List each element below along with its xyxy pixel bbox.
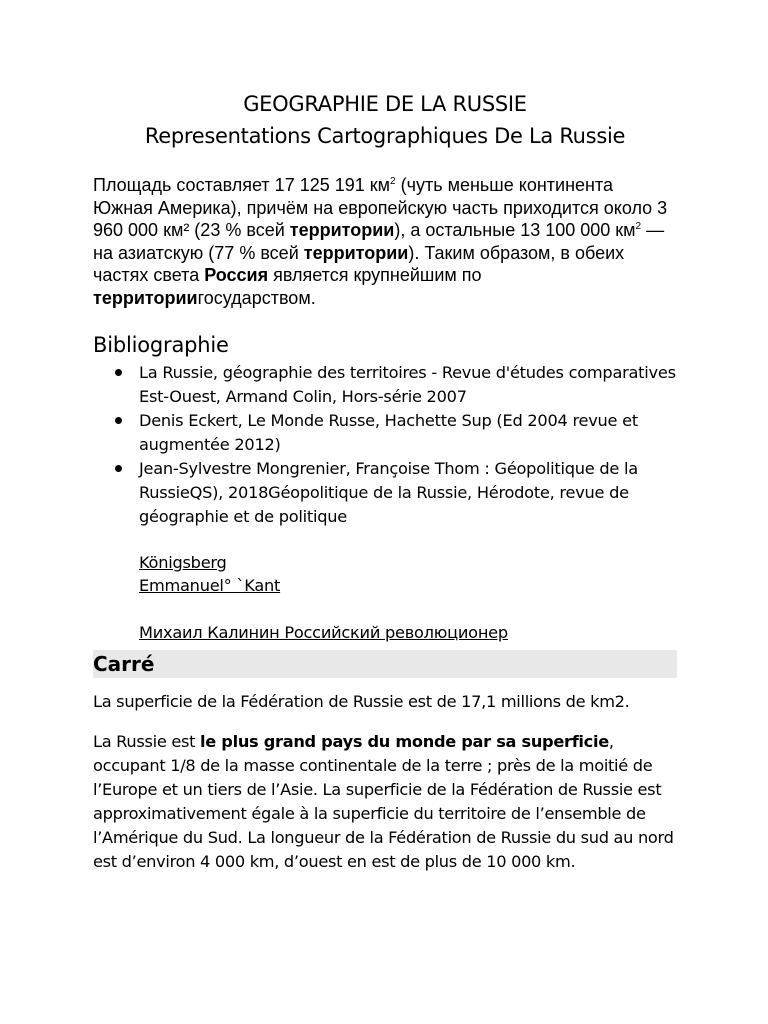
bibliography-item: [93, 409, 677, 457]
ru-text-5: ). Таким образом, в обеих частях света: [93, 242, 625, 285]
carre-p2-bold: le plus grand pays du monde par sa superficie: [200, 732, 609, 752]
ru-text-6: является крупнейшим по: [268, 265, 482, 285]
bullet-icon: [115, 369, 122, 376]
bullet-icon: [115, 465, 122, 472]
spacer: [139, 597, 677, 621]
bibliography-item-text: Jean-Sylvestre Mongrenier, Françoise Thom : Géopolitique de la RussieQS), 2018Géopolitique de la Russie, Hérodote, revue de géographie et de politique: [139, 459, 638, 526]
bibliography-heading: Bibliographie: [93, 333, 229, 357]
bibliography-item: [93, 361, 677, 409]
link-konigsberg[interactable]: Königsberg: [139, 553, 227, 572]
bibliography-list: [93, 361, 677, 529]
ru-sup-2: 2: [635, 221, 642, 232]
document-page: [93, 88, 677, 890]
russian-area-paragraph: [93, 174, 677, 309]
link-kalinin[interactable]: Михаил Калинин Российский революционер: [139, 623, 508, 642]
bibliography-item-text: La Russie, géographie des territoires - Revue d'études comparatives Est-Ouest, Armand Colin, Hors-série 2007: [139, 363, 676, 406]
bibliography-item-text: Denis Eckert, Le Monde Russe, Hachette Sup (Ed 2004 revue et augmentée 2012): [139, 411, 638, 454]
carre-paragraph-1: La superficie de la Fédération de Russie est de 17,1 millions de km2.: [93, 692, 630, 711]
carre-p2-text-c: , occupant 1/8 de la masse continentale de la terre ; près de la moitié de l’Europe et un tiers de l’Asie. La superficie de la Fédération de Russie est approximativement égale à la superficie du territoire de l’ensemble de l’Amérique du Sud. La longueur de la Fédération de Russie du sud au nord est d’environ 4 000 km, d’ouest en est de plus de 10 000 km.: [93, 732, 674, 872]
bullet-icon: [115, 417, 122, 424]
ru-text-4: — на азиатскую (77 % всей: [93, 220, 665, 263]
ru-bold-3: Россия: [204, 265, 269, 285]
ru-bold-4: территории: [93, 287, 198, 308]
ru-bold-1: территории: [289, 220, 395, 240]
ru-text-2: (чуть меньше континента Южная Америка), причём на европейскую часть приходится около 3 960 000 км² (23 % всей: [93, 175, 668, 240]
related-links: [93, 551, 677, 644]
title-line-1: GEOGRAPHIE DE LA RUSSIE: [243, 92, 527, 116]
ru-text-1: Площадь составляет 17 125 191 км: [93, 175, 391, 195]
carre-p2-text-a: La Russie est: [93, 732, 201, 752]
carre-heading: Carré: [93, 650, 677, 678]
carre-paragraph-2: [93, 730, 677, 874]
ru-sup-1: 2: [390, 176, 396, 187]
bibliography-item: [93, 457, 677, 529]
ru-text-3: ), а остальные 13 100 000 км: [394, 220, 636, 240]
link-kant[interactable]: Emmanuel° `Kant: [139, 576, 281, 595]
ru-bold-2: территории: [303, 242, 409, 263]
ru-text-7: государством.: [197, 287, 316, 308]
title-line-2: Representations Cartographiques De La Russie: [144, 124, 626, 148]
document-title: [87, 88, 683, 152]
